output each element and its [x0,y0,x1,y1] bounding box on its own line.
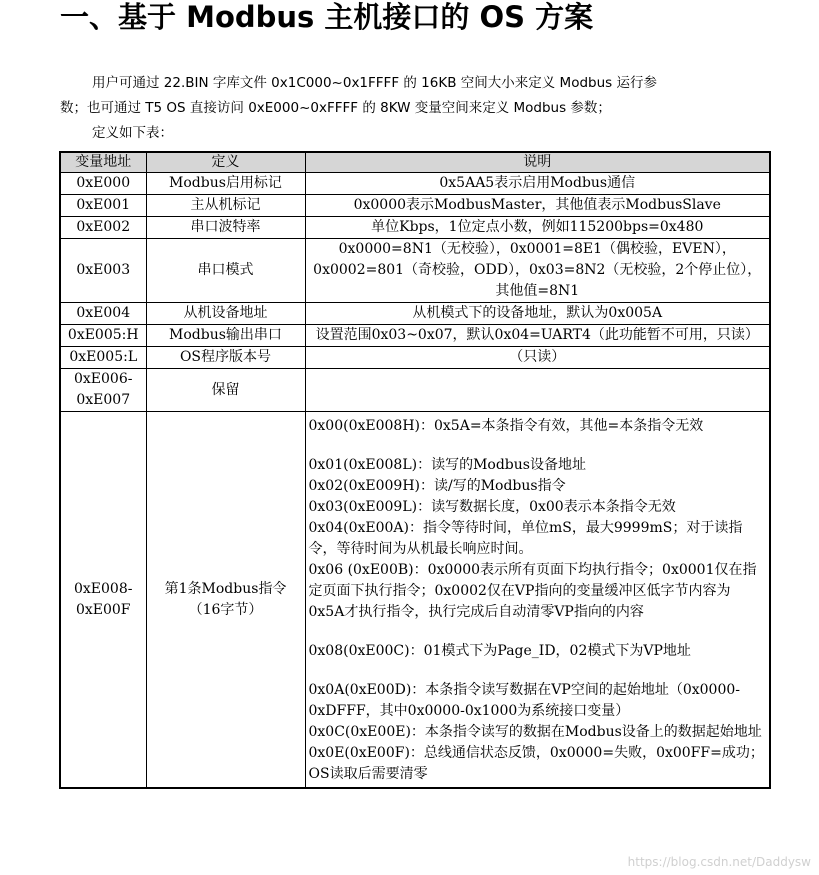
table-row [60,325,770,347]
cell-address: 0xE008-0xE00F [60,412,146,789]
cell-definition [146,412,305,789]
table-row [60,369,770,412]
cell-description: 0x5AA5表示启用Modbus通信 [305,173,770,195]
cell-definition: 串口波特率 [146,217,305,239]
desc-item: 0x0E(0xE00F)：总线通信状态反馈，0x0000=失败，0x00FF=成功；OS读取后需要清零 [308,745,764,782]
cell-definition: OS程序版本号 [146,347,305,369]
table-row [60,217,770,239]
cell-address: 0xE005:L [60,347,146,369]
desc-item: 0x06 (0xE00B)：0x0000表示所有页面下均执行指令；0x0001仅在指定页面下执行指令；0x0002仅在VP指向的变量缓冲区低字节内容为0x5A才执行指令，执行完成后自动清零VP指向的内容 [308,562,757,620]
cell-description: 从机模式下的设备地址，默认为0x005A [305,303,770,325]
desc-item: 0x02(0xE009H)：读/写的Modbus指令 [308,478,566,494]
desc-item: 0x08(0xE00C)：01模式下为Page_ID，02模式下为VP地址 [308,643,691,659]
header-address: 变量地址 [60,152,146,173]
cell-address: 0xE004 [60,303,146,325]
desc-item: 0x01(0xE008L)：读写的Modbus设备地址 [308,457,586,473]
table-row [60,347,770,369]
header-description: 说明 [305,152,770,173]
cell-description: 单位Kbps，1位定点小数，例如115200bps=0x480 [305,217,770,239]
table-row [60,239,770,303]
desc-item: 0x0C(0xE00E)：本条指令读写的数据在Modbus设备上的数据起始地址 [308,724,762,740]
cell-definition: 从机设备地址 [146,303,305,325]
cell-address: 0xE006-0xE007 [60,369,146,412]
cell-address: 0xE003 [60,239,146,303]
cell-definition: 串口模式 [146,239,305,303]
table-header-row [60,152,770,173]
header-definition: 定义 [146,152,305,173]
cell-description: 0x0000表示ModbusMaster，其他值表示ModbusSlave [305,195,770,217]
cell-definition: Modbus启用标记 [146,173,305,195]
watermark: https://blog.csdn.net/Daddysw [627,855,811,869]
table-row [60,303,770,325]
cell-definition: 主从机标记 [146,195,305,217]
intro-line-3: 定义如下表： [92,125,173,141]
cell-description: 0x0000=8N1（无校验），0x0001=8E1（偶校验，EVEN），0x0002=801（奇校验，ODD），0x03=8N2（无校验，2个停止位），其他值=8N1 [305,239,770,303]
desc-item: 0x03(0xE009L)：读写数据长度，0x00表示本条指令无效 [308,499,676,515]
desc-item: 0x04(0xE00A)：指令等待时间，单位mS，最大9999mS；对于读指令，等待时间为从机最长响应时间。 [308,520,743,557]
intro-line-1: 用户可通过 22.BIN 字库文件 0x1C000~0x1FFFF 的 16KB 空间大小来定义 Modbus 运行参 [92,75,657,91]
cell-definition: Modbus输出串口 [146,325,305,347]
modbus-register-table [59,151,771,789]
cell-address: 0xE005:H [60,325,146,347]
cell-definition: 保留 [146,369,305,412]
cell-address: 0xE001 [60,195,146,217]
cell-address: 0xE002 [60,217,146,239]
cell-description [305,412,770,789]
cell-address: 0xE000 [60,173,146,195]
table-row [60,195,770,217]
page-title: 一、基于 Modbus 主机接口的 OS 方案 [60,0,594,34]
intro-paragraph [60,71,780,146]
desc-item: 0x00(0xE008H)：0x5A=本条指令有效，其他=本条指令无效 [308,418,704,434]
intro-line-2: 数；也可通过 T5 OS 直接访问 0xE000~0xFFFF 的 8KW 变量空间来定义 Modbus 参数； [60,100,611,116]
table-row [60,173,770,195]
desc-item: 0x0A(0xE00D)：本条指令读写数据在VP空间的起始地址（0x0000-0xDFFF，其中0x0000-0x1000为系统接口变量） [308,682,740,719]
cell-description: 设置范围0x03~0x07，默认0x04=UART4（此功能暂不可用，只读） [305,325,770,347]
definition-line-1: 第1条Modbus指令 [164,580,287,597]
cell-description: （只读） [305,347,770,369]
table-row-instruction [60,412,770,789]
cell-description [305,369,770,412]
definition-line-2: （16字节） [188,601,263,618]
